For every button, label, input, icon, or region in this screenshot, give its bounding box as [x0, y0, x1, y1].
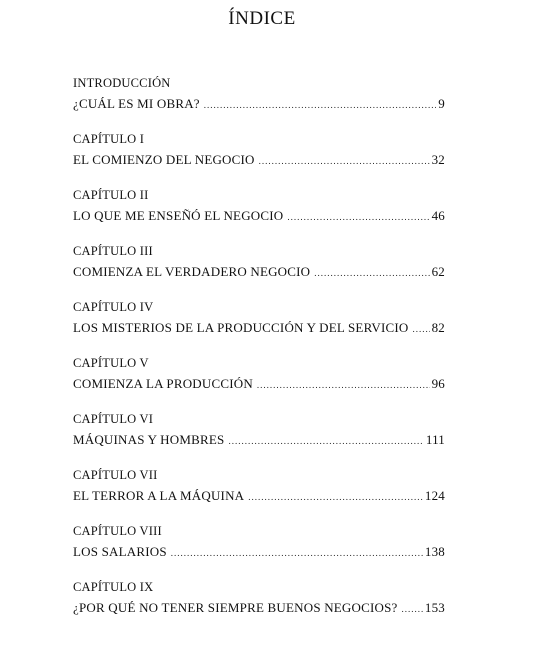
chapter-label: CAPÍTULO IV: [73, 300, 154, 314]
dot-leader: [413, 319, 430, 339]
toc-entry-chapter-1: [73, 130, 445, 186]
toc-entry-introduction: [73, 74, 445, 130]
chapter-title: LOS SALARIOS: [73, 544, 167, 559]
toc-entry-chapter-7: [73, 466, 445, 522]
page-title: ÍNDICE: [228, 8, 296, 29]
toc-line[interactable]: [73, 150, 445, 170]
chapter-label: CAPÍTULO I: [73, 132, 145, 146]
chapter-label: CAPÍTULO II: [73, 188, 149, 202]
dot-leader: [248, 487, 423, 507]
chapter-title: COMIENZA LA PRODUCCIÓN: [73, 376, 253, 391]
dot-leader: [257, 375, 430, 395]
toc-line[interactable]: [73, 94, 445, 114]
toc-line[interactable]: [73, 486, 445, 506]
page-number: 62: [431, 264, 445, 279]
chapter-title: ¿CUÁL ES MI OBRA?: [73, 96, 200, 111]
toc-line[interactable]: [73, 318, 445, 338]
chapter-label: INTRODUCCIÓN: [73, 76, 171, 90]
chapter-label: CAPÍTULO VIII: [73, 524, 162, 538]
toc-entry-chapter-4: [73, 298, 445, 354]
chapter-label: CAPÍTULO VII: [73, 468, 158, 482]
chapter-label: CAPÍTULO III: [73, 244, 153, 258]
dot-leader: [204, 95, 437, 115]
chapter-title: COMIENZA EL VERDADERO NEGOCIO: [73, 264, 311, 279]
dot-leader: [402, 599, 423, 619]
chapter-title: LOS MISTERIOS DE LA PRODUCCIÓN Y DEL SERVICIO: [73, 320, 409, 335]
page-number: 138: [424, 544, 445, 559]
chapter-label: CAPÍTULO VI: [73, 412, 154, 426]
dot-leader: [228, 431, 423, 451]
chapter-title: EL COMIENZO DEL NEGOCIO: [73, 152, 255, 167]
page-number: 124: [424, 488, 445, 503]
toc-line[interactable]: [73, 374, 445, 394]
chapter-label: CAPÍTULO V: [73, 356, 149, 370]
dot-leader: [314, 263, 429, 283]
toc-entry-chapter-8: [73, 522, 445, 578]
toc-entry-chapter-6: [73, 410, 445, 466]
dot-leader: [287, 207, 429, 227]
toc-line[interactable]: [73, 598, 445, 618]
toc-entry-chapter-2: [73, 186, 445, 242]
table-of-contents: [73, 74, 445, 634]
dot-leader: [259, 151, 430, 171]
page-number: 153: [424, 600, 445, 615]
toc-entry-chapter-5: [73, 354, 445, 410]
chapter-title: ¿POR QUÉ NO TENER SIEMPRE BUENOS NEGOCIOS?: [73, 600, 398, 615]
page-number: 111: [425, 432, 445, 447]
toc-line[interactable]: [73, 430, 445, 450]
page-number: 82: [431, 320, 445, 335]
chapter-title: LO QUE ME ENSEÑÓ EL NEGOCIO: [73, 208, 284, 223]
toc-line[interactable]: [73, 206, 445, 226]
chapter-title: MÁQUINAS Y HOMBRES: [73, 432, 225, 447]
chapter-label: CAPÍTULO IX: [73, 580, 154, 594]
toc-line[interactable]: [73, 262, 445, 282]
page-number: 96: [431, 376, 445, 391]
page-number: 46: [431, 208, 445, 223]
page-number: 32: [431, 152, 445, 167]
toc-line[interactable]: [73, 542, 445, 562]
page-number: 9: [438, 96, 445, 111]
chapter-title: EL TERROR A LA MÁQUINA: [73, 488, 245, 503]
toc-entry-chapter-3: [73, 242, 445, 298]
toc-entry-chapter-9: [73, 578, 445, 634]
dot-leader: [171, 543, 423, 563]
